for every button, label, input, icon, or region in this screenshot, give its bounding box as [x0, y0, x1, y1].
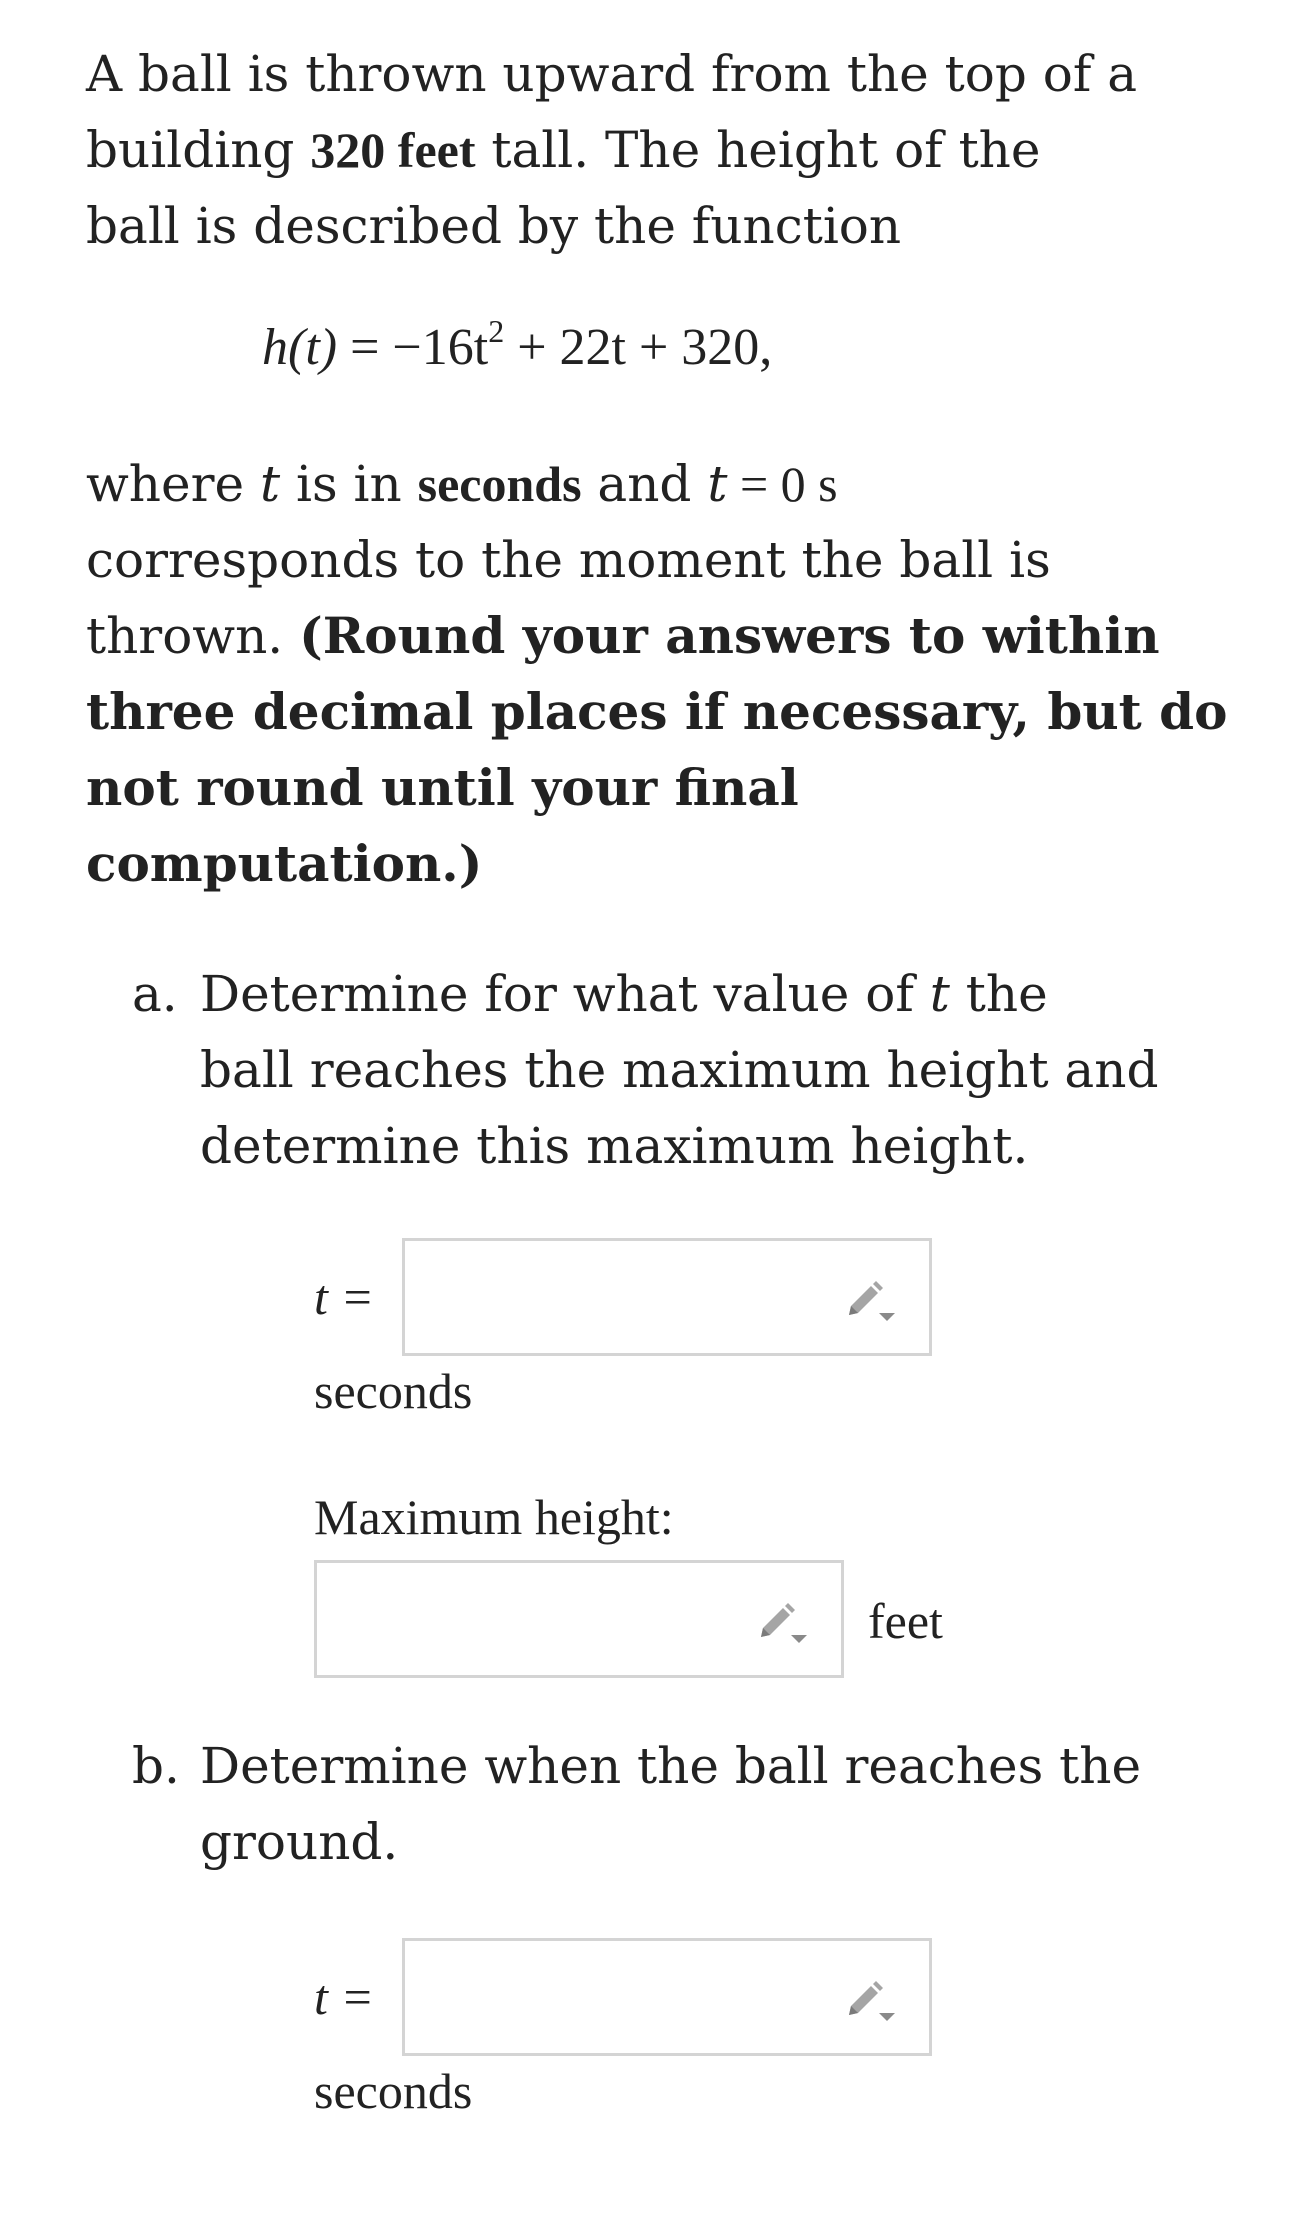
formula-lhs: h(t)	[262, 319, 338, 376]
units-seconds: seconds	[417, 456, 582, 512]
part-b-t-units: seconds	[314, 2063, 473, 2119]
part-b-t-label	[314, 1968, 374, 2026]
formula-rest: + 22t + 320,	[504, 319, 773, 376]
text: the	[949, 965, 1048, 1023]
formula-term-1: −16t	[392, 319, 489, 376]
where-line-1	[86, 446, 1227, 522]
text: Determine for what value of	[200, 965, 930, 1023]
var-t: t	[929, 965, 950, 1023]
intro-text: tall. The height of the	[475, 121, 1041, 179]
part-b-line-1: Determine when the ball reaches the	[200, 1737, 1142, 1795]
t-equals-label: t =	[314, 1269, 375, 1325]
rounding-instruction: (Round your answers to within	[299, 606, 1160, 665]
where-line-4: three decimal places if necessary, but do	[86, 682, 1228, 741]
max-height-label: Maximum height:	[314, 1489, 674, 1545]
formula-equals: =	[337, 319, 393, 376]
part-a-line-1	[200, 956, 1158, 1032]
t-equals-label: t =	[314, 1969, 375, 2025]
part-a-t-input[interactable]	[423, 1259, 794, 1337]
max-height-answer-box[interactable]	[314, 1560, 844, 1678]
where-line-6: computation.)	[86, 834, 483, 893]
intro-line-1: A ball is thrown upward from the top of a	[86, 45, 1138, 103]
where-line-2: corresponds to the moment the ball is	[86, 531, 1051, 589]
part-b-t-input[interactable]	[423, 1959, 794, 2037]
where-line-3	[86, 598, 1227, 674]
text: and	[581, 455, 708, 513]
part-a-t-label	[314, 1268, 374, 1326]
part-a-t-answer-box[interactable]	[402, 1238, 932, 1356]
intro-text: building	[86, 121, 311, 179]
text: thrown.	[86, 607, 300, 665]
var-t: t	[259, 455, 281, 513]
t-zero: = 0 s	[727, 456, 838, 512]
part-b-question	[200, 1728, 1141, 1880]
text: where	[86, 455, 260, 513]
part-a-line-3: determine this maximum height.	[200, 1117, 1029, 1175]
pencil-dropdown-icon[interactable]	[841, 1275, 901, 1325]
part-a-question	[200, 956, 1158, 1184]
max-height-input[interactable]	[335, 1581, 706, 1659]
part-a-marker: a.	[132, 965, 178, 1023]
var-t: t	[707, 455, 728, 513]
building-height: 320 feet	[310, 122, 476, 178]
part-b-line-2: ground.	[200, 1813, 399, 1871]
formula-exponent: 2	[488, 313, 505, 349]
where-line-5: not round until your final	[86, 758, 799, 817]
text: is in	[280, 455, 418, 513]
part-b-marker: b.	[132, 1737, 180, 1795]
part-b-t-answer-box[interactable]	[402, 1938, 932, 2056]
problem-intro	[86, 36, 1137, 264]
part-a-t-units: seconds	[314, 1363, 473, 1419]
pencil-dropdown-icon[interactable]	[753, 1597, 813, 1647]
max-height-units: feet	[868, 1593, 943, 1649]
part-a-line-2: ball reaches the maximum height and	[200, 1041, 1159, 1099]
pencil-dropdown-icon[interactable]	[841, 1975, 901, 2025]
intro-line-2	[86, 112, 1137, 188]
intro-line-3: ball is described by the function	[86, 197, 902, 255]
height-function	[262, 313, 773, 377]
problem-details	[86, 446, 1227, 902]
